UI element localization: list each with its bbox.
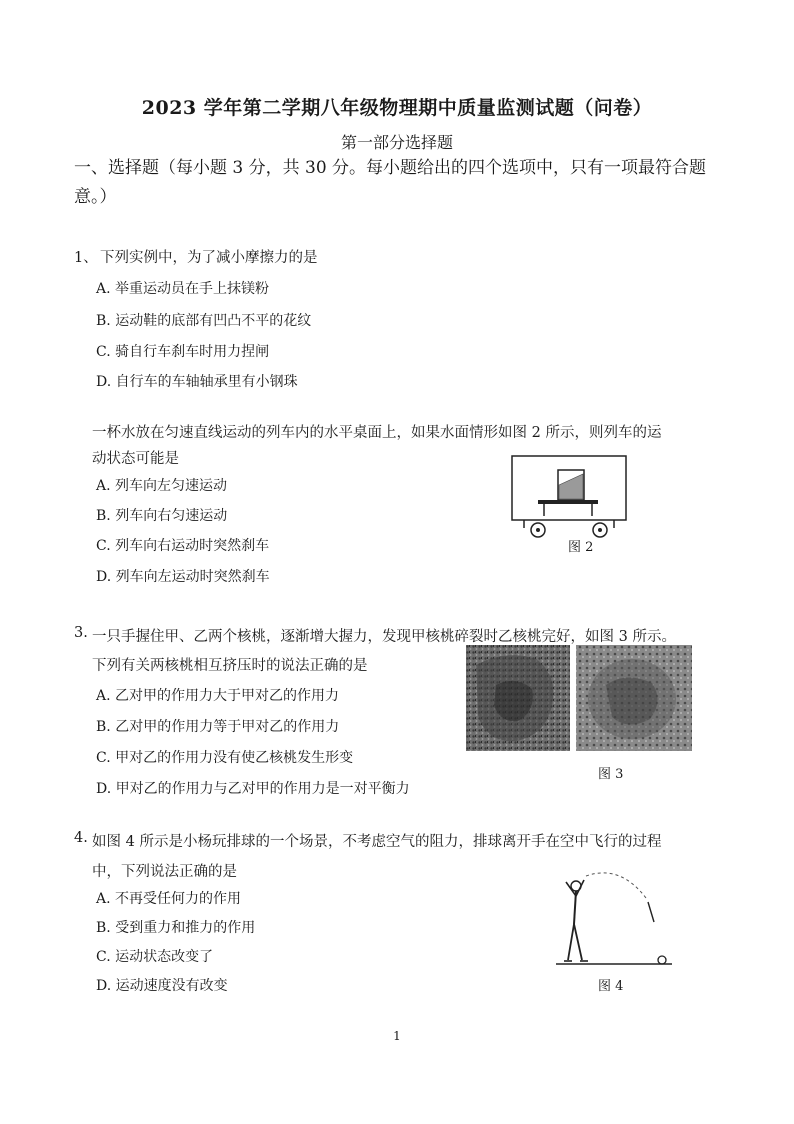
question-4-stem-line1: 如图 4 所示是小杨玩排球的一个场景，不考虑空气的阻力，排球离开手在空中飞行的过程 bbox=[92, 834, 662, 850]
question-4-option-b: B. 受到重力和推力的作用 bbox=[96, 920, 256, 936]
question-4-stem-line2: 中，下列说法正确的是 bbox=[92, 864, 237, 880]
page-number: 1 bbox=[393, 1029, 401, 1043]
question-1-option-b: B. 运动鞋的底部有凹凸不平的花纹 bbox=[96, 313, 312, 329]
question-1-option-c: C. 骑自行车刹车时用力捏闸 bbox=[96, 344, 270, 360]
figure-2-label: 图 2 bbox=[568, 540, 594, 555]
question-2-stem-line2: 动状态可能是 bbox=[92, 451, 179, 467]
question-4-option-c: C. 运动状态改变了 bbox=[96, 949, 214, 965]
question-2-stem-line1: 一杯水放在匀速直线运动的列车内的水平桌面上，如果水面情形如图 2 所示，则列车的运 bbox=[92, 425, 662, 441]
question-3-option-d: D. 甲对乙的作用力与乙对甲的作用力是一对平衡力 bbox=[96, 781, 410, 797]
question-3-stem-line2: 下列有关两核桃相互挤压时的说法正确的是 bbox=[92, 658, 368, 674]
question-4-option-a: A. 不再受任何力的作用 bbox=[96, 891, 242, 907]
figure-3-walnut-photos bbox=[466, 645, 692, 751]
question-2-option-b: B. 列车向右匀速运动 bbox=[96, 508, 228, 524]
exam-title: 2023 学年第二学期八年级物理期中质量监测试题（问卷） bbox=[141, 97, 653, 119]
figure-2-train-diagram bbox=[508, 452, 630, 544]
figure-4-volleyball-player bbox=[550, 862, 676, 972]
question-1-option-a: A. 举重运动员在手上抹镁粉 bbox=[96, 281, 270, 297]
question-3-option-b: B. 乙对甲的作用力等于甲对乙的作用力 bbox=[96, 719, 340, 735]
figure-4-label: 图 4 bbox=[598, 979, 624, 994]
question-2-option-d: D. 列车向左运动时突然刹车 bbox=[96, 569, 270, 585]
question-2-option-c: C. 列车向右运动时突然刹车 bbox=[96, 538, 270, 554]
figure-3-label: 图 3 bbox=[598, 767, 624, 782]
question-3-option-c: C. 甲对乙的作用力没有使乙核桃发生形变 bbox=[96, 750, 354, 766]
part-title: 第一部分选择题 bbox=[340, 133, 453, 152]
question-4-number: 4. bbox=[74, 830, 88, 846]
question-4-option-d: D. 运动速度没有改变 bbox=[96, 978, 228, 994]
question-2-option-a: A. 列车向左匀速运动 bbox=[96, 478, 228, 494]
question-3-stem-line1: 一只手握住甲、乙两个核桃，逐渐增大握力，发现甲核桃碎裂时乙核桃完好，如图 3 所示。 bbox=[92, 629, 676, 645]
question-1-stem: 下列实例中，为了减小摩擦力的是 bbox=[100, 250, 318, 266]
question-3-option-a: A. 乙对甲的作用力大于甲对乙的作用力 bbox=[96, 688, 340, 704]
question-1-number: 1、 bbox=[74, 250, 98, 266]
section-heading: 一、选择题（每小题 3 分，共 30 分。每小题给出的四个选项中，只有一项最符合题意。） bbox=[74, 158, 707, 207]
question-3-number: 3. bbox=[74, 625, 88, 641]
question-1-option-d: D. 自行车的车轴轴承里有小钢珠 bbox=[96, 374, 298, 390]
